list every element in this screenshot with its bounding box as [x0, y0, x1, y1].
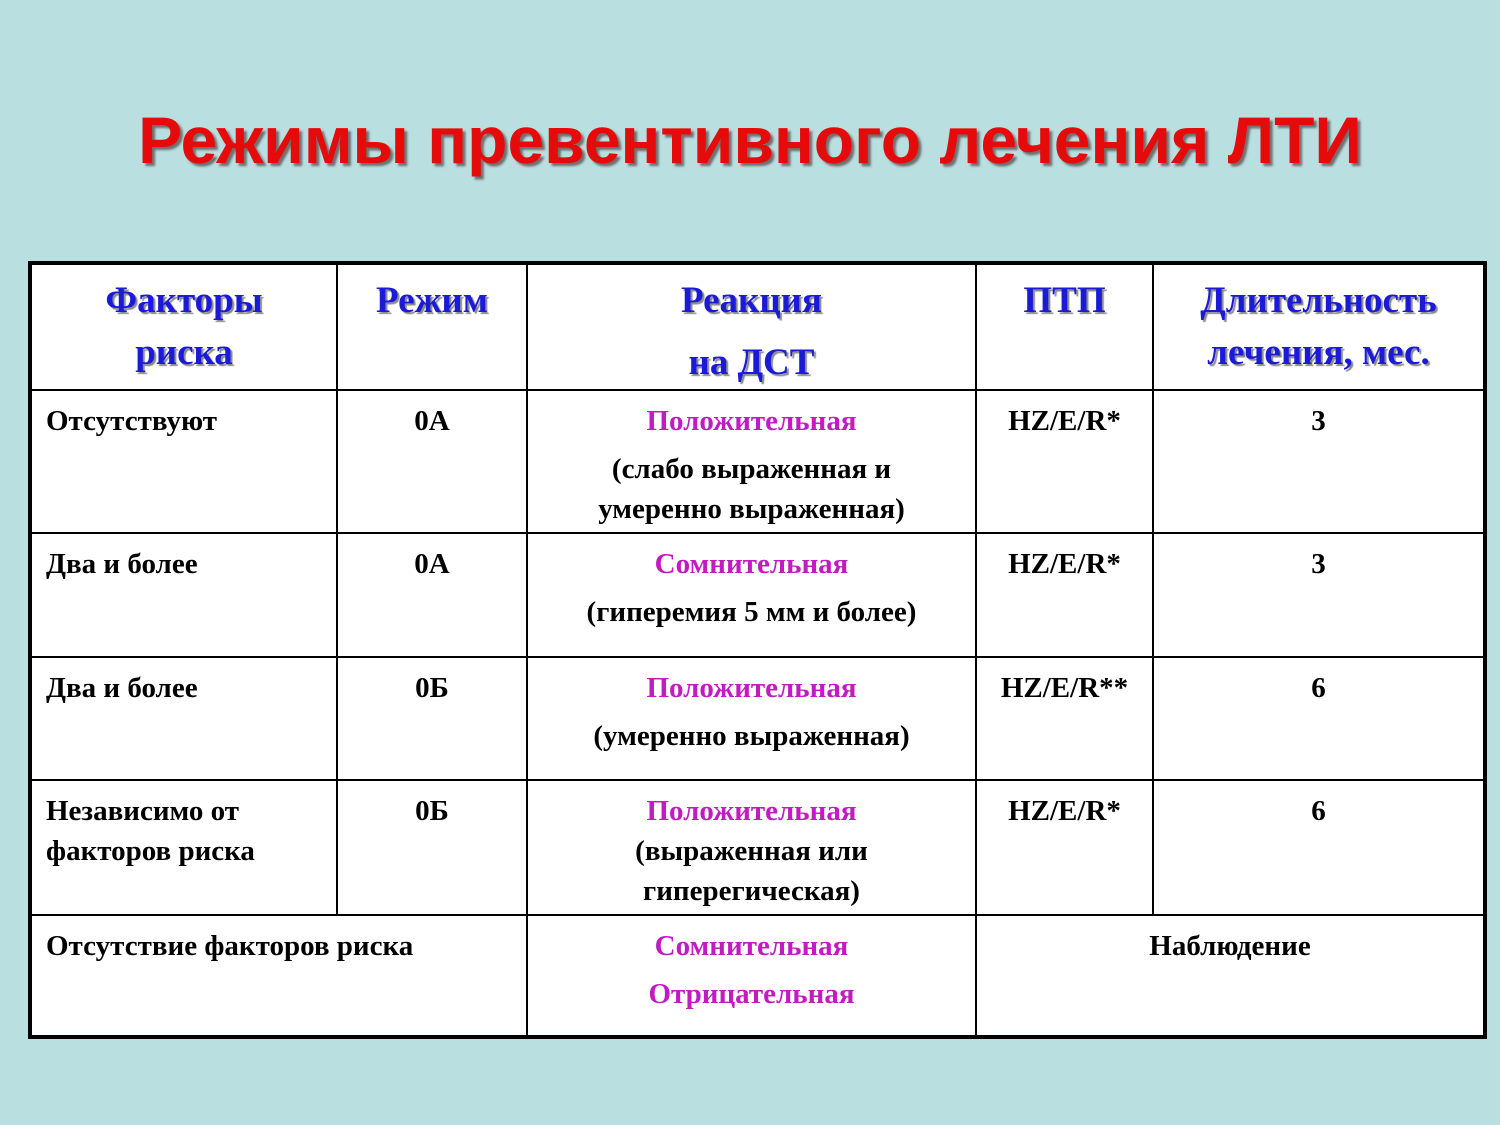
reaction-type: Положительная: [646, 405, 857, 437]
cell-reaction: Сомнительная (гиперемия 5 мм и более): [527, 533, 976, 657]
header-risk-factors: Факторы риска: [30, 263, 337, 390]
treatment-regimens-table: [28, 261, 1487, 1039]
cell-regimen: 0Б: [337, 780, 527, 915]
header-duration: Длительность лечения, мес.: [1153, 263, 1485, 390]
header-ptp: ПТП: [976, 263, 1153, 390]
header-reaction: Реакция на ДСТ: [527, 263, 976, 390]
cell-ptp: HZ/E/R**: [976, 657, 1153, 780]
cell-outcome: Наблюдение: [976, 915, 1485, 1037]
table-row: [30, 533, 1485, 657]
cell-regimen: 0А: [337, 390, 527, 533]
cell-reaction: Положительная (выраженная или гиперегическая): [527, 780, 976, 915]
cell-risk-factors: Независимо от факторов риска: [30, 780, 337, 915]
cell-regimen: 0А: [337, 533, 527, 657]
cell-duration: 3: [1153, 533, 1485, 657]
cell-ptp: HZ/E/R*: [976, 390, 1153, 533]
cell-reaction: [527, 915, 976, 1037]
header-regimen: Режим: [337, 263, 527, 390]
cell-risk-factors: Два и более: [30, 533, 337, 657]
table-row: [30, 657, 1485, 780]
cell-reaction: Положительная (умеренно выраженная): [527, 657, 976, 780]
cell-regimen: 0Б: [337, 657, 527, 780]
reaction-type: Положительная: [646, 672, 857, 704]
slide-title: Режимы превентивного лечения ЛТИ: [138, 103, 1362, 177]
cell-duration: 3: [1153, 390, 1485, 533]
cell-reaction: Положительная (слабо выраженная и умеренно выраженная): [527, 390, 976, 533]
cell-risk-factors: Два и более: [30, 657, 337, 780]
cell-risk-factors-absent: Отсутствие факторов риска: [30, 915, 527, 1037]
cell-risk-factors: Отсутствуют: [30, 390, 337, 533]
table-header-row: [30, 263, 1485, 390]
reaction-type: Сомнительная: [654, 930, 849, 962]
cell-duration: 6: [1153, 780, 1485, 915]
cell-duration: 6: [1153, 657, 1485, 780]
reaction-type: Отрицательная: [648, 978, 855, 1010]
cell-ptp: HZ/E/R*: [976, 533, 1153, 657]
cell-ptp: HZ/E/R*: [976, 780, 1153, 915]
reaction-type: Положительная: [646, 795, 857, 827]
table-row: [30, 390, 1485, 533]
table-row-observation: [30, 915, 1485, 1037]
reaction-type: Сомнительная: [654, 548, 849, 580]
table-row: [30, 780, 1485, 915]
